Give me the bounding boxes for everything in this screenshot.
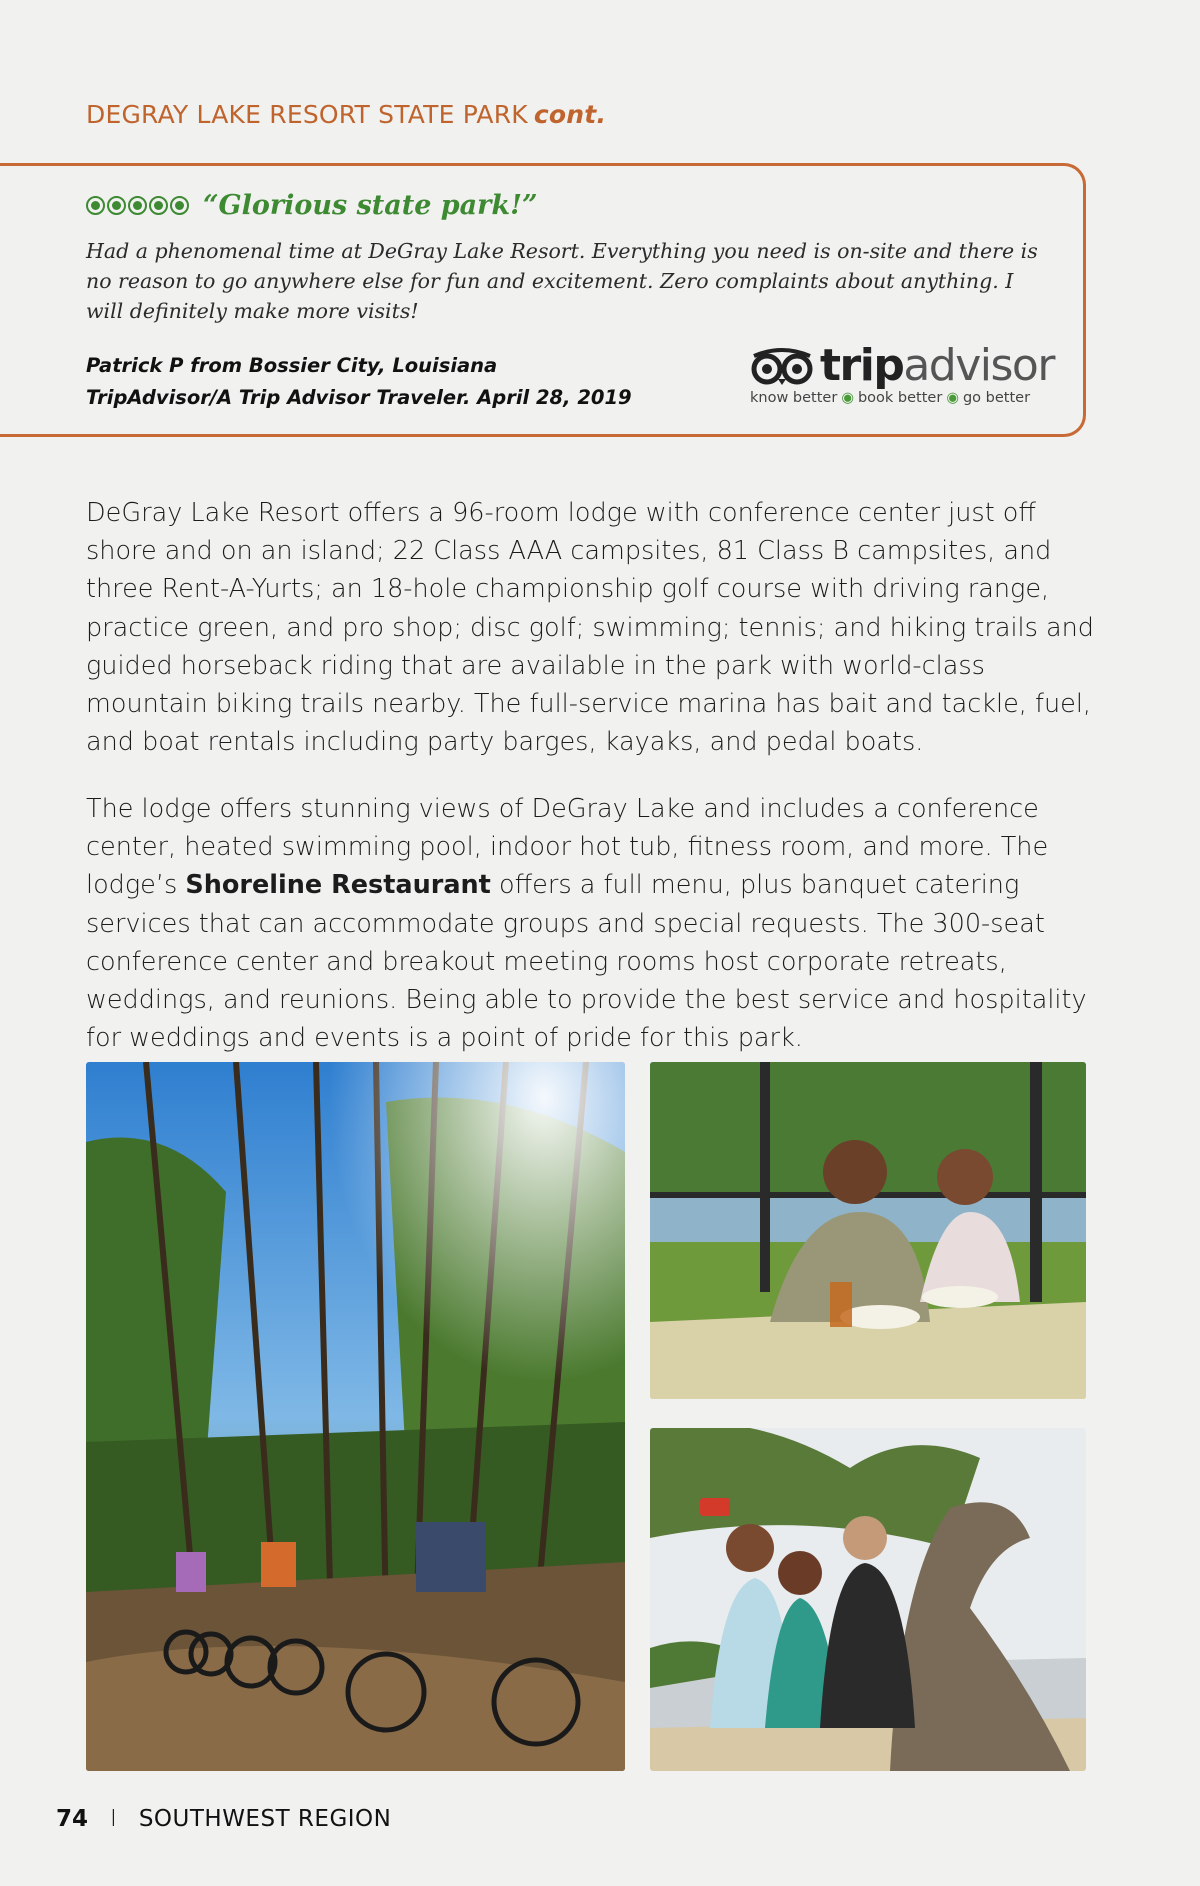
section-title-suffix: cont. [533, 100, 607, 129]
review-title: “Glorious state park!” [203, 190, 538, 221]
review-text: Had a phenomenal time at DeGray Lake Resort. Everything you need is on-site and there is no reason to go anywhere else for fun and excitement. Zero complaints about anything. I will definitely make more visits! [86, 239, 1038, 323]
rating-bubble-icon [170, 196, 189, 215]
owl-eyes-icon [750, 346, 814, 386]
tripadvisor-logo [750, 340, 1054, 412]
body-paragraph-1: DeGray Lake Resort offers a 96-room lodge with conference center just off shore and on an island; 22 Class AAA campsites, 81 Class B campsites, and three Rent-A-Yurts; an 18-hole championship golf course with driving range, practice green, and pro shop; disc golf; swimming; tennis; and hiking trails and guided horseback riding that are available in the park with world-class mountain biking trails nearby. The full-service marina has bait and tackle, fuel, and boat rentals including party barges, kayaks, and pedal boats. [86, 498, 1094, 758]
footer-separator: I [110, 1806, 117, 1832]
photo-mountain-biking [86, 1062, 625, 1771]
photo-group-selfie [650, 1428, 1086, 1771]
tripadvisor-wordmark: tripadvisor [820, 340, 1054, 391]
rating-bubbles [86, 196, 189, 215]
review-author-name: Patrick P from Bossier City, Louisiana [86, 354, 498, 377]
rating-bubble-icon [107, 196, 126, 215]
section-title: DEGRAY LAKE RESORT STATE PARK [86, 100, 528, 129]
rating-bubble-icon [128, 196, 147, 215]
page-number: 74 [56, 1806, 89, 1832]
tripadvisor-tagline: know better ◉ book better ◉ go better [750, 390, 1031, 406]
footer-region: SOUTHWEST REGION [138, 1806, 392, 1832]
review-source: TripAdvisor/A Trip Advisor Traveler. April 28, 2019 [86, 386, 632, 409]
body-paragraph-2: The lodge offers stunning views of DeGray Lake and includes a conference center, heated swimming pool, indoor hot tub, fitness room, and more. The lodge’s Shoreline Restaurant offers a full menu, plus banquet catering services that can accommodate groups and special requests. The 300-seat conference center and breakout meeting rooms host corporate retreats, weddings, and reunions. Being able to provide the best service and hospitality for weddings and events is a point of pride for this park. [86, 794, 1087, 1054]
review-box [0, 163, 1086, 437]
review-author [86, 350, 632, 414]
restaurant-name: Shoreline Restaurant [185, 870, 491, 901]
rating-bubble-icon [86, 196, 105, 215]
section-header [86, 100, 606, 129]
rating-bubble-icon [149, 196, 168, 215]
photo-restaurant-dining [650, 1062, 1086, 1399]
review-title-row [86, 190, 537, 221]
page-footer [56, 1806, 391, 1832]
